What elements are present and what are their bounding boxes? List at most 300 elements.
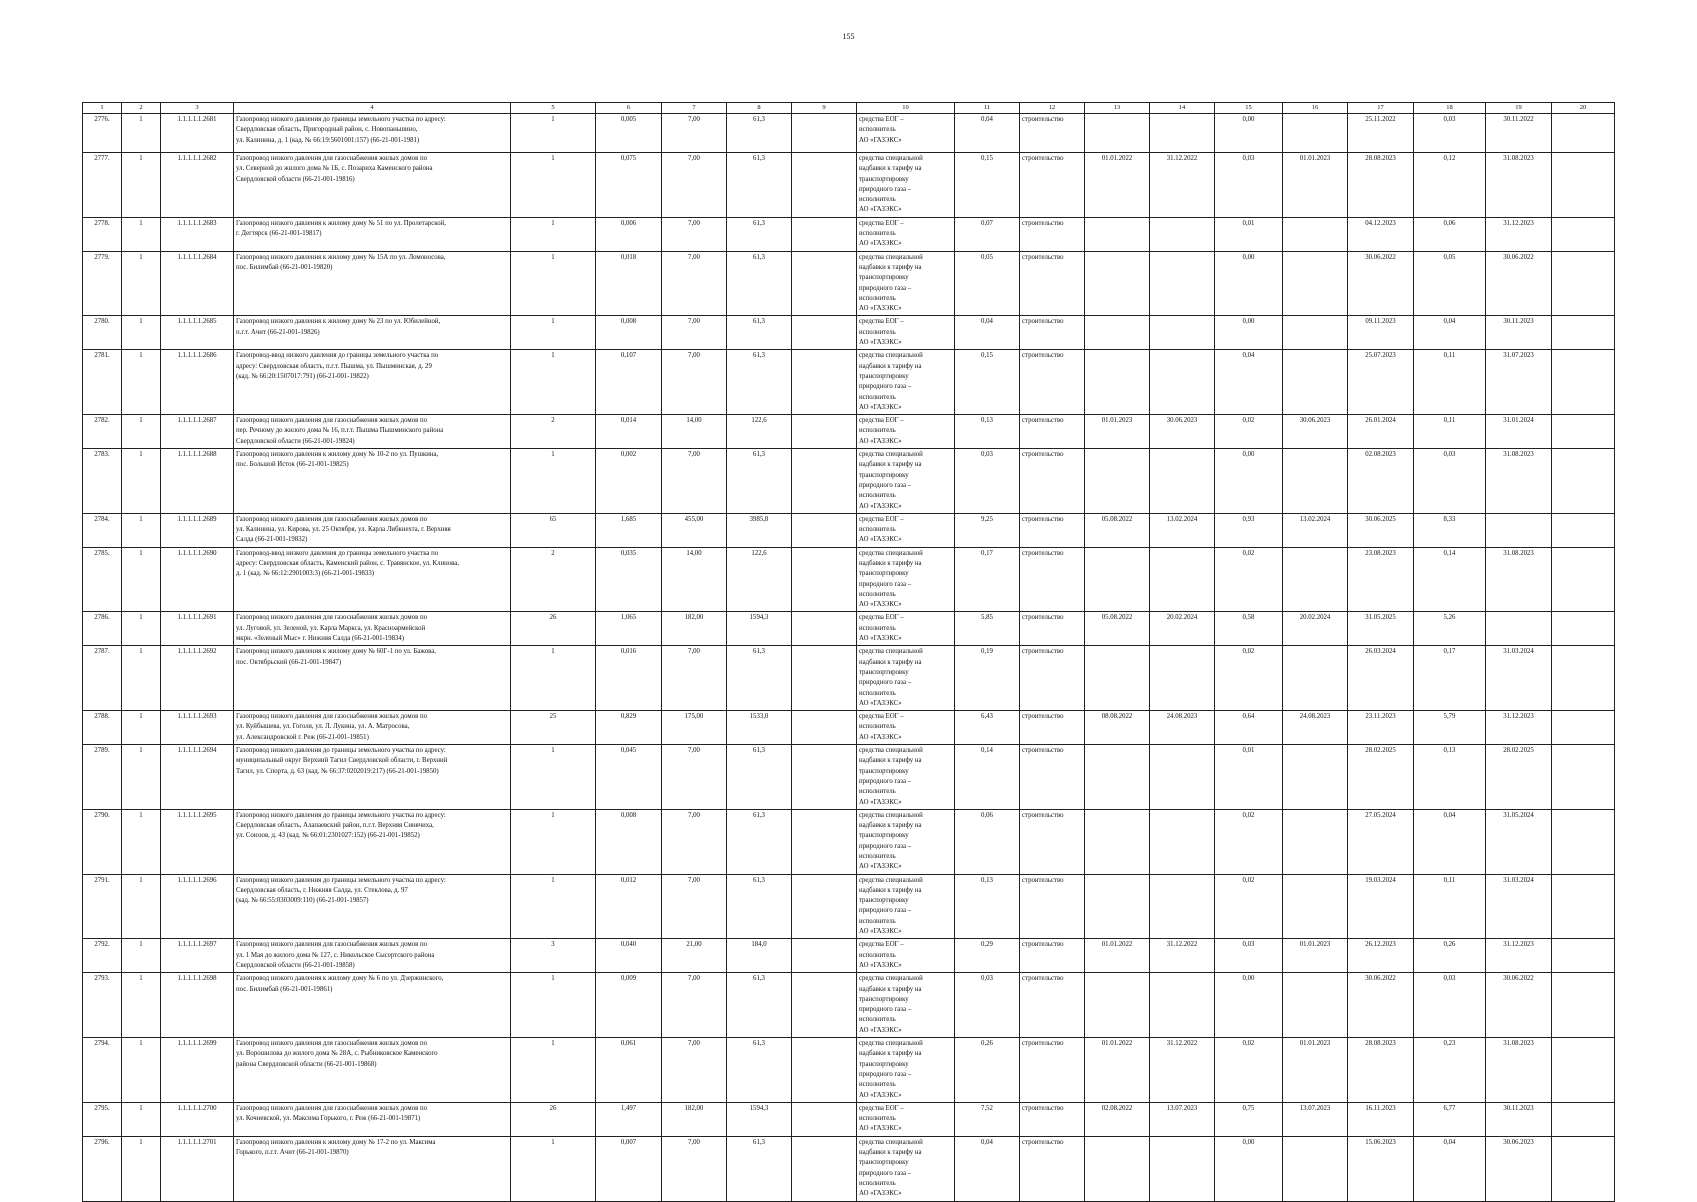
financing-line: исполнитель xyxy=(859,126,896,134)
col19-date-cell: 31.12.2023 xyxy=(1486,711,1552,745)
col2-cell: 1 xyxy=(122,114,161,153)
col7-cell: 7,00 xyxy=(662,809,727,874)
col16-cell xyxy=(1283,646,1348,711)
description-line: адресу: Свердловская область, Каменский район, с. Травянское, ул. Клинова, xyxy=(236,559,459,567)
row-number-cell: 2795. xyxy=(83,1102,122,1136)
col16-cell: 13.07.2023 xyxy=(1283,1102,1348,1136)
col7-cell: 21,00 xyxy=(662,939,727,973)
financing-source-cell xyxy=(857,350,955,415)
col19-date-cell xyxy=(1486,513,1552,547)
table-row xyxy=(83,251,1615,316)
financing-line: исполнитель xyxy=(859,393,896,401)
financing-line: исполнитель xyxy=(859,492,896,500)
end-date-cell: 24.08.2023 xyxy=(1150,711,1215,745)
col20-cell xyxy=(1552,316,1615,350)
table-body xyxy=(83,114,1615,1202)
code-cell: 1.1.1.1.1.2686 xyxy=(161,350,234,415)
col15-cell: 0,64 xyxy=(1215,711,1283,745)
financing-source-cell xyxy=(857,415,955,449)
financing-line: исполнитель xyxy=(859,917,896,925)
work-type-cell: строительство xyxy=(1020,809,1085,874)
financing-line: АО «ГАЗЭКС» xyxy=(859,928,902,936)
financing-line: средства специальной xyxy=(859,975,923,983)
code-cell: 1.1.1.1.1.2701 xyxy=(161,1136,234,1201)
description-line: Газопровод низкого давления к жилому дому № 60Г-1 по ул. Бажова, xyxy=(236,648,437,656)
col18-cell: 0,17 xyxy=(1414,646,1486,711)
description-line: Газопровод низкого давления к жилому дому № 17-2 по ул. Максима xyxy=(236,1138,436,1146)
financing-line: средства специальной xyxy=(859,876,923,884)
quantity-cell: 65 xyxy=(511,513,596,547)
col17-date-cell: 31.05.2025 xyxy=(1348,612,1414,646)
financing-source-cell xyxy=(857,316,955,350)
description-cell xyxy=(234,217,511,251)
financing-line: исполнитель xyxy=(859,1179,896,1187)
col18-cell: 8,33 xyxy=(1414,513,1486,547)
description-cell xyxy=(234,612,511,646)
col19-date-cell: 31.08.2023 xyxy=(1486,547,1552,612)
col9-cell xyxy=(792,1136,857,1201)
col18-cell: 0,11 xyxy=(1414,874,1486,939)
financing-source-cell xyxy=(857,646,955,711)
financing-line: АО «ГАЗЭКС» xyxy=(859,601,902,609)
financing-line: транспортировку xyxy=(859,832,909,840)
col18-cell: 0,13 xyxy=(1414,745,1486,810)
col16-cell: 01.01.2023 xyxy=(1283,1038,1348,1103)
col8-cell: 61,3 xyxy=(727,646,792,711)
col18-cell: 0,11 xyxy=(1414,415,1486,449)
financing-source-cell xyxy=(857,1102,955,1136)
financing-source-cell xyxy=(857,547,955,612)
col9-cell xyxy=(792,316,857,350)
financing-source-cell xyxy=(857,973,955,1038)
col7-cell: 14,00 xyxy=(662,415,727,449)
length-cell: 0,829 xyxy=(596,711,662,745)
col2-cell: 1 xyxy=(122,415,161,449)
financing-line: АО «ГАЗЭКС» xyxy=(859,305,902,313)
description-line: Газопровод низкого давления для газоснабжения жилых домов по xyxy=(236,155,428,162)
col8-cell: 3985,8 xyxy=(727,513,792,547)
description-line: Газопровод низкого давления до границы земельного участка по адресу: xyxy=(236,876,446,884)
col15-cell: 0,04 xyxy=(1215,350,1283,415)
col17-date-cell: 30.06.2022 xyxy=(1348,973,1414,1038)
cost-cell: 7,52 xyxy=(955,1102,1020,1136)
col15-cell: 0,02 xyxy=(1215,646,1283,711)
row-number-cell: 2782. xyxy=(83,415,122,449)
work-type-cell: строительство xyxy=(1020,114,1085,153)
financing-line: природного газа – xyxy=(859,383,912,391)
col8-cell: 122,6 xyxy=(727,415,792,449)
code-cell: 1.1.1.1.1.2685 xyxy=(161,316,234,350)
description-cell xyxy=(234,874,511,939)
col15-cell: 0,93 xyxy=(1215,513,1283,547)
col19-date-cell: 31.12.2023 xyxy=(1486,217,1552,251)
financing-line: надбавки к тарифу на xyxy=(859,822,922,830)
code-cell: 1.1.1.1.1.2699 xyxy=(161,1038,234,1103)
financing-line: средства ЕОГ – xyxy=(859,417,904,425)
cost-cell: 0,14 xyxy=(955,745,1020,810)
financing-line: природного газа – xyxy=(859,580,912,588)
start-date-cell xyxy=(1085,809,1150,874)
col17-date-cell: 30.06.2025 xyxy=(1348,513,1414,547)
col17-date-cell: 26.03.2024 xyxy=(1348,646,1414,711)
financing-source-cell xyxy=(857,513,955,547)
financing-line: исполнитель xyxy=(859,853,896,860)
work-type-cell: строительство xyxy=(1020,513,1085,547)
description-line: района Свердловской области (66-21-001-19868) xyxy=(236,1060,377,1068)
col19-date-cell: 30.06.2022 xyxy=(1486,251,1552,316)
start-date-cell xyxy=(1085,114,1150,153)
col17-date-cell: 23.08.2023 xyxy=(1348,547,1414,612)
col2-cell: 1 xyxy=(122,217,161,251)
length-cell: 0,014 xyxy=(596,415,662,449)
col17-date-cell: 27.05.2024 xyxy=(1348,809,1414,874)
column-header: 12 xyxy=(1020,103,1085,114)
description-line: мкрн. «Зеленый Мыс» г. Нижняя Салда (66-21-001-19834) xyxy=(236,635,405,643)
work-type-cell: строительство xyxy=(1020,745,1085,810)
col15-cell: 0,00 xyxy=(1215,1136,1283,1201)
financing-line: исполнитель xyxy=(859,590,896,598)
col8-cell: 1594,3 xyxy=(727,612,792,646)
col8-cell: 1533,0 xyxy=(727,711,792,745)
cost-cell: 0,07 xyxy=(955,217,1020,251)
row-number-cell: 2787. xyxy=(83,646,122,711)
end-date-cell: 31.12.2022 xyxy=(1150,153,1215,218)
description-line: пос. Октябрьский (66-21-001-19847) xyxy=(236,658,342,666)
cost-cell: 0,04 xyxy=(955,316,1020,350)
financing-line: средства ЕОГ – xyxy=(859,116,904,123)
start-date-cell xyxy=(1085,316,1150,350)
description-cell xyxy=(234,809,511,874)
col9-cell xyxy=(792,711,857,745)
description-line: Газопровод-ввод низкого давления до границы земельного участка по xyxy=(236,549,439,557)
financing-line: исполнитель xyxy=(859,1115,896,1123)
col19-date-cell: 31.08.2023 xyxy=(1486,153,1552,218)
col19-date-cell: 31.07.2023 xyxy=(1486,350,1552,415)
col16-cell: 01.01.2023 xyxy=(1283,153,1348,218)
col17-date-cell: 26.12.2023 xyxy=(1348,939,1414,973)
description-cell xyxy=(234,1038,511,1103)
col16-cell xyxy=(1283,745,1348,810)
col7-cell: 182,00 xyxy=(662,612,727,646)
financing-line: средства ЕОГ – xyxy=(859,515,904,523)
financing-source-cell xyxy=(857,1136,955,1201)
length-cell: 0,005 xyxy=(596,114,662,153)
code-cell: 1.1.1.1.1.2691 xyxy=(161,612,234,646)
description-line: п.г.т. Ачит (66-21-001-19826) xyxy=(236,328,320,336)
table-row xyxy=(83,153,1615,218)
column-header: 17 xyxy=(1348,103,1414,114)
quantity-cell: 1 xyxy=(511,350,596,415)
end-date-cell xyxy=(1150,251,1215,316)
financing-line: транспортировку xyxy=(859,767,909,775)
col9-cell xyxy=(792,153,857,218)
row-number-cell: 2789. xyxy=(83,745,122,810)
col15-cell: 0,58 xyxy=(1215,612,1283,646)
start-date-cell: 01.01.2023 xyxy=(1085,415,1150,449)
col20-cell xyxy=(1552,973,1615,1038)
col17-date-cell: 25.11.2022 xyxy=(1348,114,1414,153)
column-header: 1 xyxy=(83,103,122,114)
financing-line: транспортировку xyxy=(859,995,909,1003)
col18-cell: 6,77 xyxy=(1414,1102,1486,1136)
end-date-cell: 20.02.2024 xyxy=(1150,612,1215,646)
work-type-cell: строительство xyxy=(1020,547,1085,612)
col17-date-cell: 28.08.2023 xyxy=(1348,1038,1414,1103)
col8-cell: 61,3 xyxy=(727,350,792,415)
description-line: ул. Союзов, д. 43 (кад. № 66:01:2301027:152) (66-21-001-19852) xyxy=(236,832,420,840)
financing-line: средства ЕОГ – xyxy=(859,713,904,721)
col20-cell xyxy=(1552,1102,1615,1136)
col18-cell: 0,04 xyxy=(1414,809,1486,874)
col7-cell: 7,00 xyxy=(662,251,727,316)
description-cell xyxy=(234,973,511,1038)
work-type-cell: строительство xyxy=(1020,251,1085,316)
column-header: 16 xyxy=(1283,103,1348,114)
col15-cell: 0,00 xyxy=(1215,316,1283,350)
description-cell xyxy=(234,1136,511,1201)
financing-line: АО «ГАЗЭКС» xyxy=(859,798,902,806)
col16-cell xyxy=(1283,251,1348,316)
col20-cell xyxy=(1552,1136,1615,1201)
col2-cell: 1 xyxy=(122,1136,161,1201)
length-cell: 0,107 xyxy=(596,350,662,415)
length-cell: 0,002 xyxy=(596,449,662,514)
description-line: Газопровод низкого давления до границы земельного участка по адресу: xyxy=(236,811,446,819)
col20-cell xyxy=(1552,612,1615,646)
start-date-cell xyxy=(1085,350,1150,415)
col2-cell: 1 xyxy=(122,939,161,973)
financing-source-cell xyxy=(857,251,955,316)
start-date-cell: 01.01.2022 xyxy=(1085,1038,1150,1103)
financing-line: исполнитель xyxy=(859,294,896,302)
financing-line: природного газа – xyxy=(859,907,912,915)
col7-cell: 7,00 xyxy=(662,114,727,153)
col2-cell: 1 xyxy=(122,1102,161,1136)
col20-cell xyxy=(1552,939,1615,973)
work-type-cell: строительство xyxy=(1020,1102,1085,1136)
financing-line: надбавки к тарифу на xyxy=(859,362,922,370)
length-cell: 0,035 xyxy=(596,547,662,612)
table-row xyxy=(83,745,1615,810)
quantity-cell: 1 xyxy=(511,1136,596,1201)
length-cell: 0,016 xyxy=(596,646,662,711)
description-cell xyxy=(234,415,511,449)
financing-line: АО «ГАЗЭКС» xyxy=(859,1091,902,1099)
col8-cell: 61,3 xyxy=(727,874,792,939)
description-line: муниципальный округ Верхний Тагил Свердловской области, г. Верхний xyxy=(236,757,448,765)
col15-cell: 0,00 xyxy=(1215,114,1283,153)
start-date-cell xyxy=(1085,973,1150,1038)
col20-cell xyxy=(1552,217,1615,251)
end-date-cell xyxy=(1150,350,1215,415)
col16-cell: 20.02.2024 xyxy=(1283,612,1348,646)
col17-date-cell: 09.11.2023 xyxy=(1348,316,1414,350)
registry-table xyxy=(82,102,1615,1202)
length-cell: 0,075 xyxy=(596,153,662,218)
col18-cell: 0,04 xyxy=(1414,1136,1486,1201)
description-line: Свердловская область, Алапаевский район, п.г.т. Верхняя Синячиха, xyxy=(236,822,434,830)
col15-cell: 0,00 xyxy=(1215,251,1283,316)
description-line: (кад. № 66:20:1507017:791) (66-21-001-19822) xyxy=(236,372,369,380)
financing-line: надбавки к тарифу на xyxy=(859,658,922,666)
description-line: г. Дегтярск (66-21-001-19817) xyxy=(236,230,322,238)
length-cell: 0,061 xyxy=(596,1038,662,1103)
col16-cell: 30.06.2023 xyxy=(1283,415,1348,449)
financing-line: исполнитель xyxy=(859,196,896,204)
col15-cell: 0,03 xyxy=(1215,939,1283,973)
financing-line: природного газа – xyxy=(859,185,912,193)
quantity-cell: 1 xyxy=(511,153,596,218)
description-cell xyxy=(234,646,511,711)
start-date-cell xyxy=(1085,217,1150,251)
end-date-cell xyxy=(1150,874,1215,939)
financing-line: надбавки к тарифу на xyxy=(859,263,922,271)
description-line: пос. Билимбай (66-21-001-19861) xyxy=(236,985,333,993)
description-cell xyxy=(234,316,511,350)
col17-date-cell: 26.01.2024 xyxy=(1348,415,1414,449)
col19-date-cell: 31.03.2024 xyxy=(1486,874,1552,939)
column-header: 13 xyxy=(1085,103,1150,114)
start-date-cell: 05.08.2022 xyxy=(1085,612,1150,646)
financing-line: АО «ГАЗЭКС» xyxy=(859,635,902,643)
financing-line: АО «ГАЗЭКС» xyxy=(859,536,902,544)
col2-cell: 1 xyxy=(122,153,161,218)
length-cell: 1,497 xyxy=(596,1102,662,1136)
column-header: 15 xyxy=(1215,103,1283,114)
col20-cell xyxy=(1552,513,1615,547)
col9-cell xyxy=(792,350,857,415)
description-line: Салда (66-21-001-19832) xyxy=(236,536,308,544)
description-line: Газопровод низкого давления к жилому дому № 10-2 по ул. Пушкина, xyxy=(236,451,439,459)
code-cell: 1.1.1.1.1.2688 xyxy=(161,449,234,514)
financing-line: природного газа – xyxy=(859,679,912,687)
col18-cell: 5,26 xyxy=(1414,612,1486,646)
row-number-cell: 2779. xyxy=(83,251,122,316)
end-date-cell: 30.06.2023 xyxy=(1150,415,1215,449)
cost-cell: 0,04 xyxy=(955,114,1020,153)
quantity-cell: 1 xyxy=(511,449,596,514)
col17-date-cell: 15.06.2023 xyxy=(1348,1136,1414,1201)
description-cell xyxy=(234,711,511,745)
cost-cell: 0,03 xyxy=(955,449,1020,514)
col2-cell: 1 xyxy=(122,612,161,646)
description-line: Свердловская область, Пригородный район, с. Новопаньшино, xyxy=(236,126,418,134)
end-date-cell xyxy=(1150,646,1215,711)
work-type-cell: строительство xyxy=(1020,1038,1085,1103)
code-cell: 1.1.1.1.1.2689 xyxy=(161,513,234,547)
financing-source-cell xyxy=(857,153,955,218)
col19-date-cell: 30.11.2022 xyxy=(1486,114,1552,153)
description-cell xyxy=(234,251,511,316)
col18-cell: 0,05 xyxy=(1414,251,1486,316)
row-number-cell: 2785. xyxy=(83,547,122,612)
financing-line: транспортировку xyxy=(859,175,909,183)
row-number-cell: 2784. xyxy=(83,513,122,547)
col15-cell: 0,02 xyxy=(1215,1038,1283,1103)
financing-line: природного газа – xyxy=(859,1006,912,1014)
financing-line: исполнитель xyxy=(859,328,896,336)
col16-cell xyxy=(1283,217,1348,251)
quantity-cell: 1 xyxy=(511,1038,596,1103)
table-row xyxy=(83,1038,1615,1103)
col17-date-cell: 23.11.2023 xyxy=(1348,711,1414,745)
financing-line: средства ЕОГ – xyxy=(859,219,904,227)
end-date-cell xyxy=(1150,809,1215,874)
description-line: ул. 1 Мая до жилого дома № 127, с. Никольское Сысертского района xyxy=(236,951,435,959)
description-line: ул. Калинина, д. 1 (кад. № 66:19:5601001:157) (66-21-001-1981) xyxy=(236,136,420,144)
col19-date-cell: 31.08.2023 xyxy=(1486,1038,1552,1103)
start-date-cell: 05.08.2022 xyxy=(1085,513,1150,547)
financing-line: природного газа – xyxy=(859,777,912,785)
col20-cell xyxy=(1552,745,1615,810)
cost-cell: 0,15 xyxy=(955,350,1020,415)
description-line: Газопровод низкого давления для газоснабжения жилых домов по xyxy=(236,713,428,721)
description-line: д. 1 (кад. № 66:12:2901003:3) (66-21-001-19833) xyxy=(236,570,374,578)
col20-cell xyxy=(1552,350,1615,415)
row-number-cell: 2794. xyxy=(83,1038,122,1103)
row-number-cell: 2790. xyxy=(83,809,122,874)
cost-cell: 9,25 xyxy=(955,513,1020,547)
financing-line: исполнитель xyxy=(859,951,896,959)
col8-cell: 61,3 xyxy=(727,1038,792,1103)
financing-line: средства специальной xyxy=(859,451,923,459)
end-date-cell: 31.12.2022 xyxy=(1150,939,1215,973)
col20-cell xyxy=(1552,251,1615,316)
quantity-cell: 1 xyxy=(511,251,596,316)
col7-cell: 7,00 xyxy=(662,316,727,350)
row-number-cell: 2791. xyxy=(83,874,122,939)
description-line: ул. Ворошилова до жилого дома № 28А, с. Рыбниковское Каменского xyxy=(236,1050,438,1058)
column-header: 10 xyxy=(857,103,955,114)
end-date-cell xyxy=(1150,547,1215,612)
col8-cell: 61,3 xyxy=(727,251,792,316)
cost-cell: 0,03 xyxy=(955,973,1020,1038)
financing-line: транспортировку xyxy=(859,471,909,479)
description-line: Газопровод низкого давления до границы земельного участка по адресу: xyxy=(236,116,446,123)
code-cell: 1.1.1.1.1.2682 xyxy=(161,153,234,218)
row-number-cell: 2776. xyxy=(83,114,122,153)
work-type-cell: строительство xyxy=(1020,217,1085,251)
work-type-cell: строительство xyxy=(1020,415,1085,449)
col7-cell: 7,00 xyxy=(662,350,727,415)
financing-line: транспортировку xyxy=(859,1060,909,1068)
cost-cell: 0,26 xyxy=(955,1038,1020,1103)
financing-line: исполнитель xyxy=(859,788,896,796)
quantity-cell: 3 xyxy=(511,939,596,973)
col9-cell xyxy=(792,217,857,251)
col15-cell: 0,75 xyxy=(1215,1102,1283,1136)
row-number-cell: 2792. xyxy=(83,939,122,973)
col17-date-cell: 19.03.2024 xyxy=(1348,874,1414,939)
col7-cell: 7,00 xyxy=(662,1038,727,1103)
description-line: адресу: Свердловская область, п.г.т. Пышма, ул. Пышминская, д. 29 xyxy=(236,362,432,370)
col16-cell xyxy=(1283,973,1348,1038)
col15-cell: 0,02 xyxy=(1215,415,1283,449)
col19-date-cell: 31.03.2024 xyxy=(1486,646,1552,711)
col15-cell: 0,01 xyxy=(1215,745,1283,810)
financing-source-cell xyxy=(857,745,955,810)
quantity-cell: 1 xyxy=(511,874,596,939)
financing-source-cell xyxy=(857,874,955,939)
row-number-cell: 2796. xyxy=(83,1136,122,1201)
financing-line: надбавки к тарифу на xyxy=(859,886,922,894)
code-cell: 1.1.1.1.1.2690 xyxy=(161,547,234,612)
col20-cell xyxy=(1552,1038,1615,1103)
quantity-cell: 1 xyxy=(511,809,596,874)
description-line: Газопровод низкого давления для газоснабжения жилых домов по xyxy=(236,417,428,425)
description-line: ул. Александровской г. Реж (66-21-001-19851) xyxy=(236,733,369,741)
length-cell: 0,009 xyxy=(596,973,662,1038)
